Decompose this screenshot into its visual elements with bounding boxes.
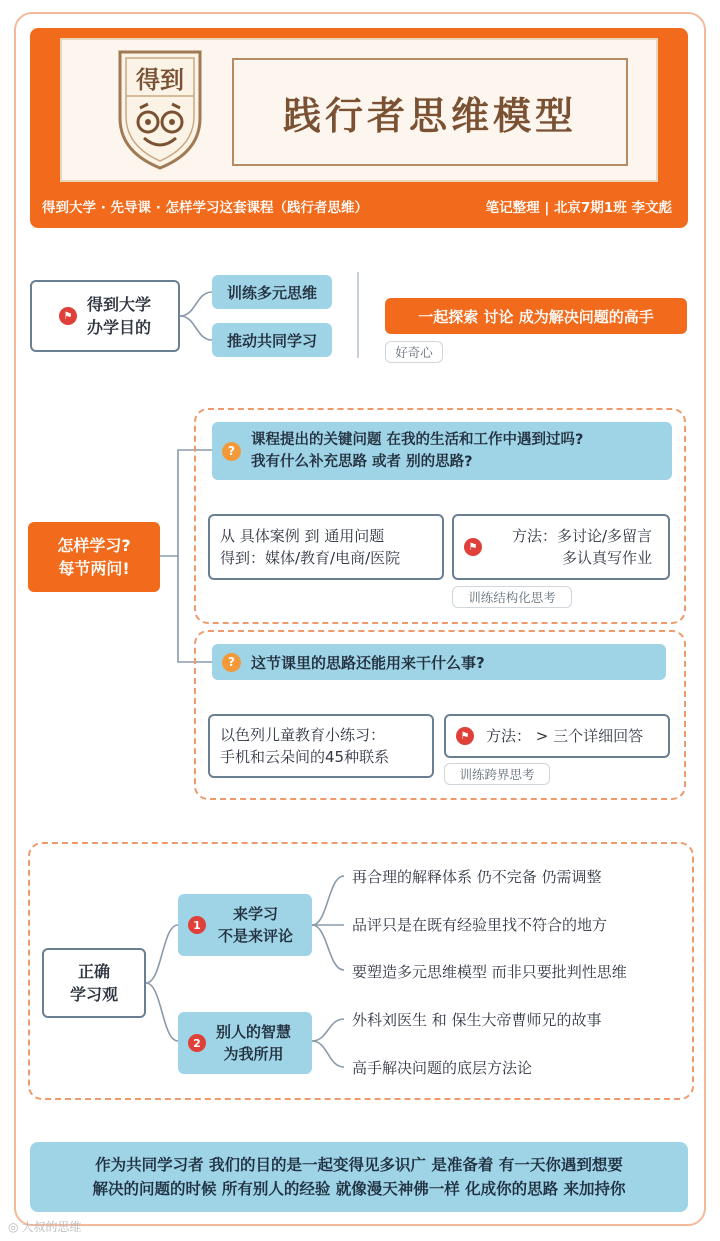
watermark — [8, 1218, 82, 1235]
israel-line1: 以色列儿童教育小练习： — [220, 726, 386, 744]
question1-node — [212, 422, 672, 480]
purpose-result-node: 一起探索 讨论 成为解决问题的高手 — [385, 298, 687, 334]
how-to-learn-line1: 怎样学习? — [57, 536, 131, 555]
branch2-item-1: 外科刘医生 和 保生大帝曹师兄的故事 — [352, 1011, 602, 1029]
summary-line2: 解决的问题的时候 所有别人的经验 就像漫天神佛一样 化成你的思路 来加持你 — [92, 1180, 626, 1198]
question2-node — [212, 644, 666, 680]
branch-multi-thinking: 训练多元思维 — [212, 275, 332, 309]
header-panel — [60, 38, 658, 182]
branch-learn-not-judge — [178, 894, 312, 956]
number-badge-icon: 1 — [188, 916, 206, 934]
flag-icon: ⚑ — [464, 538, 482, 556]
branch-others-wisdom — [178, 1012, 312, 1074]
case-line2: 得到：媒体/教育/电商/医院 — [220, 549, 401, 567]
how-to-learn-line2: 每节两问! — [58, 559, 130, 578]
branch1-line1: 来学习 — [233, 905, 279, 923]
branch1-item-3: 要塑造多元思维模型 而非只要批判性思维 — [352, 963, 627, 981]
logo-text: 得到 — [136, 65, 184, 94]
israel-exercise-node — [208, 714, 434, 778]
branch1-item-1: 再合理的解释体系 仍不完备 仍需调整 — [352, 868, 602, 886]
tag-cross-thinking: 训练跨界思考 — [444, 763, 550, 785]
learning-view-line1: 正确 — [77, 962, 110, 981]
purpose-root-line1: 得到大学 — [86, 295, 151, 314]
case-to-problem-node — [208, 514, 444, 580]
watermark-text: 大叔的思维 — [21, 1220, 82, 1234]
tag-structured-thinking: 训练结构化思考 — [452, 586, 572, 608]
purpose-root-line2: 办学目的 — [86, 318, 151, 337]
title-box — [232, 58, 628, 166]
flag-icon: ⚑ — [456, 727, 474, 745]
flag-icon: ⚑ — [59, 307, 77, 325]
branch2-line1: 别人的智慧 — [216, 1023, 292, 1041]
branch1-item-2: 品评只是在既有经验里找不符合的地方 — [352, 916, 608, 934]
purpose-root-node — [30, 280, 180, 352]
question1-line2: 我有什么补充思路 或者 别的思路? — [251, 454, 473, 470]
header-subtitle: 得到大学 · 先导课 · 怎样学习这套课程（践行者思维） — [42, 200, 369, 216]
question1-line1: 课程提出的关键问题 在我的生活和工作中遇到过吗? — [251, 432, 584, 448]
learning-view-root — [42, 948, 146, 1018]
number-badge-icon: 2 — [188, 1034, 206, 1052]
summary-banner — [30, 1142, 688, 1212]
israel-line2: 手机和云朵间的45种联系 — [220, 748, 390, 766]
header-author: 笔记整理 | 北京7期1班 李文彪 — [485, 200, 672, 216]
method1-node — [452, 514, 670, 580]
summary-line1: 作为共同学习者 我们的目的是一起变得见多识广 是准备着 有一天你遇到想要 — [95, 1156, 623, 1174]
page-title: 践行者思维模型 — [282, 92, 577, 138]
weibo-icon: ◎ — [8, 1219, 19, 1234]
branch2-item-2: 高手解决问题的底层方法论 — [352, 1059, 533, 1077]
case-line1: 从 具体案例 到 通用问题 — [220, 527, 385, 545]
tag-curiosity: 好奇心 — [385, 341, 443, 363]
method1-line1: 方法：多讨论/多留言 — [511, 527, 652, 545]
header-banner — [30, 28, 688, 228]
dedao-logo — [114, 48, 206, 172]
question2-text: 这节课里的思路还能用来干什么事? — [251, 653, 485, 672]
method2-text: 方法： > 三个详细回答 — [486, 727, 644, 745]
how-to-learn-node — [28, 522, 160, 592]
learning-view-line2: 学习观 — [69, 985, 118, 1004]
branch1-line2: 不是来评论 — [218, 927, 294, 945]
method2-node — [444, 714, 670, 758]
question-icon: ? — [222, 442, 241, 461]
method1-line2: 多认真写作业 — [561, 549, 652, 567]
branch-co-learning: 推动共同学习 — [212, 323, 332, 357]
branch2-line2: 为我所用 — [223, 1045, 284, 1063]
question-icon: ? — [222, 653, 241, 672]
